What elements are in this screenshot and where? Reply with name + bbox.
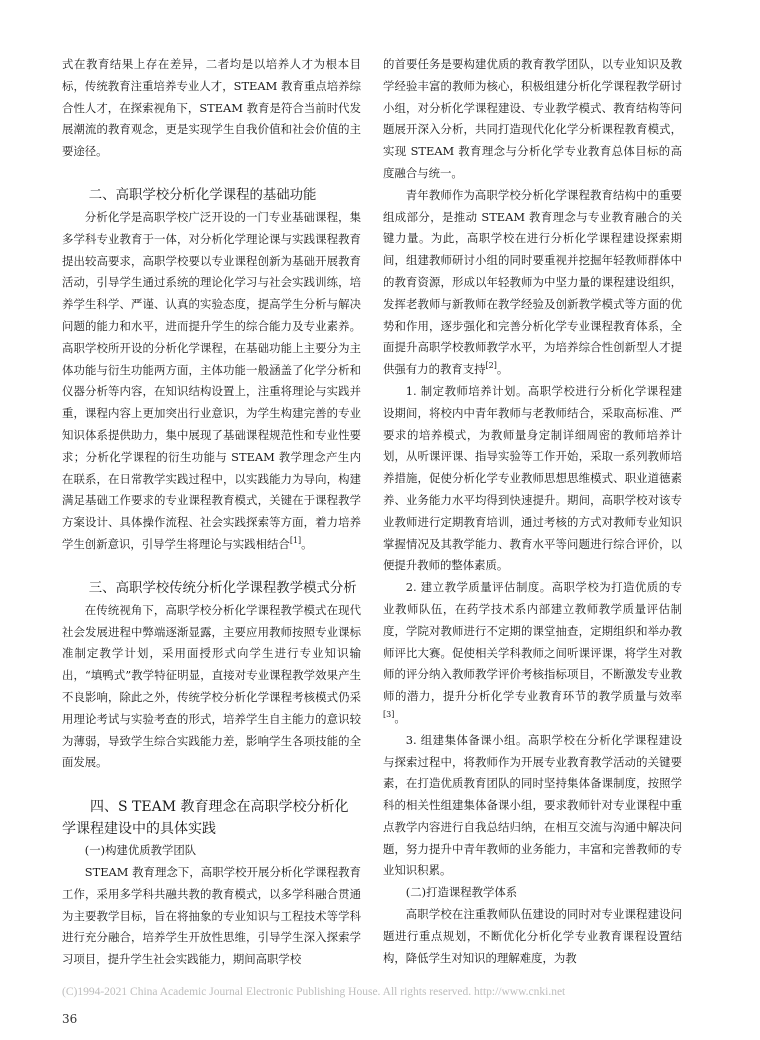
subsection-2-heading: (二)打造课程教学体系: [405, 885, 518, 900]
left-column: [62, 54, 361, 971]
right-column: [383, 54, 682, 969]
reference-1[interactable]: [1]: [289, 536, 302, 546]
item-2-text: 2. 建立教学质量评估制度。高职学校为打造优质的专业教师队伍，在药学技术系内部建立教师教学质量评估制度，学院对教师进行不定期的课堂抽查，定期组织和举办教师评比大赛。促使相关学科教师之间听课评课，将学生对教师的评分纳入教师教学评价考核指标项目，不断激发专业教师的潜力，提升分析化学专业教育环节的教学质量与效率: [383, 580, 682, 704]
paragraph-section-2: [62, 207, 361, 556]
paragraph-subsection-1: STEAM 教育理念下，高职学校开展分析化学课程教育工作，采用多学科共融共教的教育模式，以多学科融合贯通为主要教学目标，旨在将抽象的专业知识与工程技术等学科进行充分融合，培养学生开放性思维，引导学生深入探索学习项目，提升学生社会实践能力，期间高职学校: [62, 864, 361, 967]
paragraph-item-3: 3. 组建集体备课小组。高职学校在分析化学课程建设与探索过程中，将教师作为开展专业教育教学活动的关键要素，在打造优质教育团队的同时坚持集体备课制度，按照学科的相关性组建集体备课小组，要求教师针对专业课程中重点教学内容进行自我总结归纳，在相互交流与沟通中解决问题，努力提升中青年教师的业务能力，丰富和完善教师的专业知识积累。: [383, 732, 682, 878]
paragraph-intro: 式在教育结果上存在差异，二者均是以培养人才为根本目标，传统教育注重培养专业人才，STEAM 教育重点培养综合性人才，在探索视角下，STEAM 教育是符合当前时代发展潮流的教育观念，更是实现学生自我价值和社会价值的主要途径。: [62, 57, 361, 159]
copyright-watermark: (C)1994-2021 China Academic Journal Electronic Publishing House. All rights reserved. http://www.cnki.net: [62, 986, 566, 998]
paragraph-section-3: 在传统视角下，高职学校分析化学课程教学模式在现代社会发展进程中弊端逐渐显露，主要应用教师按照专业课标准制定教学计划，采用面授形式向学生进行专业知识输出，“填鸭式”教学特征明显，直接对专业课程教学效果产生不良影响，除此之外，传统学校分析化学课程考核模式仍采用理论考试与实验考查的形式，培养学生自主能力的意识较为薄弱，导致学生综合实践能力差，影响学生各项技能的全面发展。: [62, 602, 361, 770]
section-2-text: 分析化学是高职学校广泛开设的一门专业基础课程，集多学科专业教育于一体，对分析化学理论课与实践课程教育提出较高要求，高职学校要以专业课程创新为基础开展教育活动，引导学生通过系统的理论化学习与社会实践训练，培养学生科学、严谨、认真的实验态度，提高学生分析与解决问题的能力和水平，进而提升学生的综合能力及专业素养。高职学校所开设的分析化学课程，在基础功能上主要分为主体功能与衍生功能两方面，主体功能一般涵盖了化学分析和仪器分析等内容，在知识结构设置上，注重将理论与实践并重，课程内容上更加突出行业意识，为学生构建完善的专业知识体系提供助力，集中展现了基础课程规范性和专业性要求；分析化学课程的衍生功能与 STEAM 教学理念产生内在联系，在日常教学实践过程中，以实践能力为导向，构建满足基础工作要求的专业课程教育模式，关键在于课程教学方案设计、具体操作流程、社会实践探索等方面，着力培养学生创新意识，引导学生将理论与实践相结合: [62, 209, 361, 551]
paragraph-continued: 的首要任务是要构建优质的教育教学团队，以专业知识及教学经验丰富的教师为核心，积极组建分析化学课程教学研讨小组，对分析化学课程建设、专业教学模式、教育结构等问题展开深入分析，共同打造现代化化学分析课程教育模式，实现 STEAM 教育理念与分析化学专业教育总体目标的高度融合与统一。: [383, 57, 682, 180]
reference-2[interactable]: [2]: [485, 361, 497, 371]
section-4-heading: 四、S TEAM 教育理念在高职学校分析化学课程建设中的具体实践: [62, 799, 349, 838]
section-2-end: 。: [301, 536, 313, 551]
subsection-1-heading: (一)构建优质教学团队: [84, 843, 197, 858]
paragraph-item-2: [383, 577, 682, 730]
section-2-heading: 二、高职学校分析化学课程的基础功能: [88, 187, 317, 203]
item-2-end: 。: [394, 710, 406, 725]
young-teachers-end: 。: [496, 362, 509, 377]
paragraph-item-1: 1. 制定教师培养计划。高职学校进行分析化学课程建设期间，将校内中青年教师与老教师结合，采取高标准、严要求的培养模式，为教师量身定制详细周密的教师培养计划，从听课评课、指导实验等工作开始，采取一系列教师培养措施，促使分析化学专业教师思想思维模式、职业道德素养、业务能力水平均得到快速提升。期间，高职学校对该专业教师进行定期教育培训，通过考核的方式对教师专业知识掌握情况及其教学能力、教育水平等问题进行综合评价，以便提升教师的整体素质。: [383, 383, 682, 573]
young-teachers-text: 青年教师作为高职学校分析化学课程教育结构中的重要组成部分，是推动 STEAM 教育理念与专业教育融合的关键力量。为此，高职学校在进行分析化学课程建设探索期间，组建教师研讨小组的同时要重视并挖掘年轻教师群体中的教育资源，形成以年轻教师为中坚力量的课程建设组织，发挥老教师与新教师在教学经验及创新教学模式等方面的优势和作用，逐步强化和完善分析化学专业课程教育体系，全面提升高职学校教师教学水平，为培养综合性创新型人才提供强有力的教育支持: [383, 187, 682, 377]
section-3-heading: 三、高职学校传统分析化学课程教学模式分析: [88, 580, 357, 596]
reference-3[interactable]: [3]: [383, 710, 395, 720]
paragraph-young-teachers: [383, 185, 682, 381]
paragraph-subsection-2: 高职学校在注重教师队伍建设的同时对专业课程建设问题进行重点规划，不断优化分析化学专业教育课程设置结构，降低学生对知识的理解难度，为教: [383, 907, 682, 965]
page-number: 36: [62, 1012, 78, 1026]
